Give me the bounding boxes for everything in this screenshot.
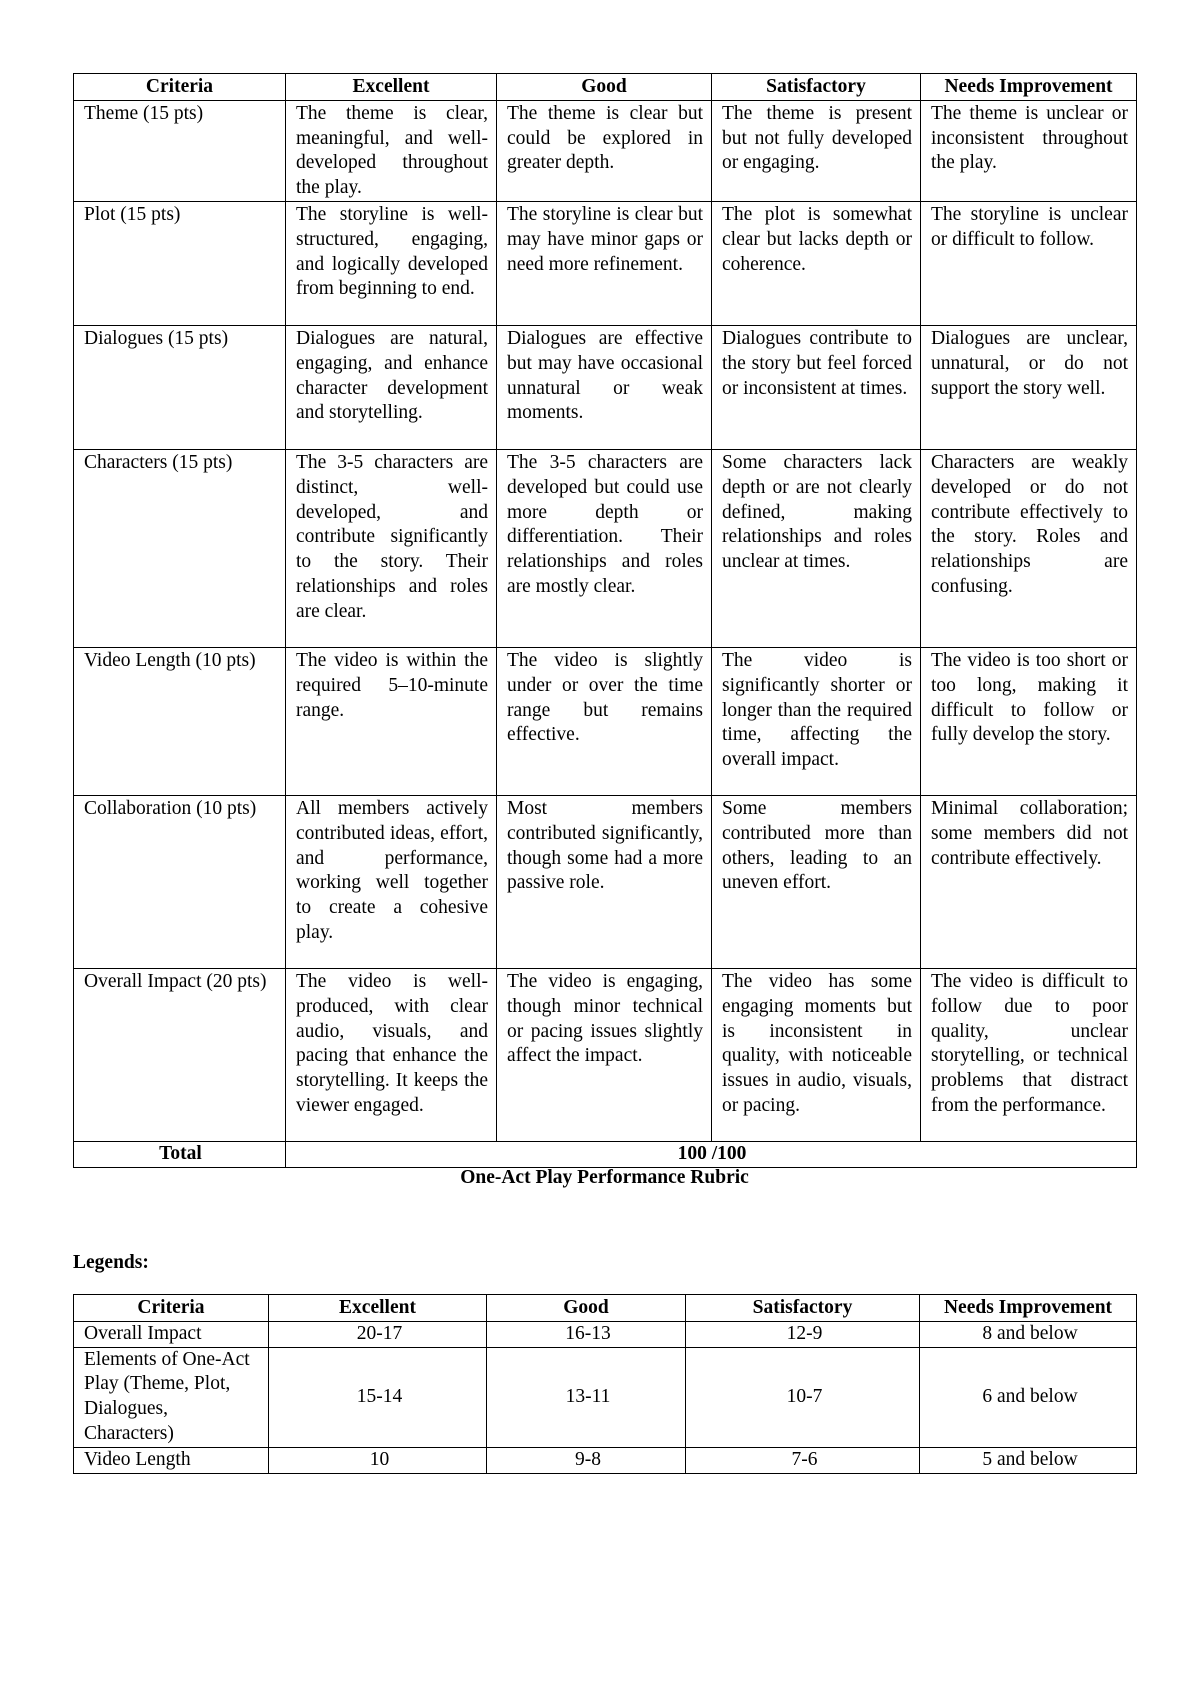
excellent-cell: The storyline is well-structured, engaging, and logically developed from beginning to end. [286,201,497,325]
legend-header-satisfactory: Satisfactory [686,1295,920,1322]
legend-header-good: Good [487,1295,686,1322]
satisfactory-cell: The theme is present but not fully developed or engaging. [712,100,921,201]
excellent-cell: All members actively contributed ideas, effort, and performance, working well together to create a cohesive play. [286,795,497,968]
good-cell: The 3-5 characters are developed but could use more depth or differentiation. Their relationships and roles are mostly clear. [497,449,712,647]
legend-table [73,1294,1137,1474]
excellent-cell: The video is within the required 5–10-minute range. [286,647,497,795]
good-cell: The theme is clear but could be explored in greater depth. [497,100,712,201]
criteria-cell: Collaboration (10 pts) [74,795,286,968]
needs-improvement-cell: The storyline is unclear or difficult to follow. [921,201,1137,325]
rubric-total-row [74,1141,1137,1167]
header-needs-improvement: Needs Improvement [921,74,1137,101]
satisfactory-cell: Some characters lack depth or are not clearly defined, making relationships and roles unclear at times. [712,449,921,647]
legend-criteria-cell: Video Length [74,1447,269,1473]
legend-header-needs-improvement: Needs Improvement [920,1295,1137,1322]
good-cell: The video is engaging, though minor technical or pacing issues slightly affect the impact. [497,968,712,1141]
legend-header-criteria: Criteria [74,1295,269,1322]
criteria-cell: Video Length (10 pts) [74,647,286,795]
criteria-cell: Theme (15 pts) [74,100,286,201]
satisfactory-cell: The video has some engaging moments but is inconsistent in quality, with noticeable issues in audio, visuals, or pacing. [712,968,921,1141]
legend-criteria-cell: Elements of One-Act Play (Theme, Plot, Dialogues, Characters) [74,1347,269,1447]
table-caption: One-Act Play Performance Rubric [460,1167,749,1188]
legend-excellent-cell: 15-14 [269,1347,487,1447]
rubric-row-theme [74,100,1137,201]
satisfactory-cell: The video is significantly shorter or longer than the required time, affecting the overall impact. [712,647,921,795]
legend-satisfactory-cell: 7-6 [686,1447,920,1473]
legend-excellent-cell: 20-17 [269,1321,487,1347]
excellent-cell: The video is well-produced, with clear audio, visuals, and pacing that enhance the storytelling. It keeps the viewer engaged. [286,968,497,1141]
legend-satisfactory-cell: 12-9 [686,1321,920,1347]
criteria-cell: Overall Impact (20 pts) [74,968,286,1141]
header-excellent: Excellent [286,74,497,101]
total-label: Total [74,1141,286,1167]
legend-good-cell: 13-11 [487,1347,686,1447]
legend-good-cell: 9-8 [487,1447,686,1473]
criteria-cell: Plot (15 pts) [74,201,286,325]
legend-row-elements [74,1347,1137,1447]
legend-satisfactory-cell: 10-7 [686,1347,920,1447]
legend-needs-improvement-cell: 5 and below [920,1447,1137,1473]
header-satisfactory: Satisfactory [712,74,921,101]
rubric-header-row [74,74,1137,101]
needs-improvement-cell: Minimal collaboration; some members did not contribute effectively. [921,795,1137,968]
rubric-row-plot [74,201,1137,325]
header-criteria: Criteria [74,74,286,101]
legend-header-excellent: Excellent [269,1295,487,1322]
rubric-row-collaboration [74,795,1137,968]
rubric-row-characters [74,449,1137,647]
needs-improvement-cell: Characters are weakly developed or do not contribute effectively to the story. Roles and relationships are confusing. [921,449,1137,647]
legend-header-row [74,1295,1137,1322]
legend-row-video-length [74,1447,1137,1473]
good-cell: Most members contributed significantly, though some had a more passive role. [497,795,712,968]
needs-improvement-cell: The video is too short or too long, making it difficult to follow or fully develop the story. [921,647,1137,795]
good-cell: The storyline is clear but may have minor gaps or need more refinement. [497,201,712,325]
needs-improvement-cell: The theme is unclear or inconsistent throughout the play. [921,100,1137,201]
good-cell: The video is slightly under or over the time range but remains effective. [497,647,712,795]
rubric-row-overall-impact [74,968,1137,1141]
satisfactory-cell: Some members contributed more than others, leading to an uneven effort. [712,795,921,968]
legends-heading: Legends: [73,1252,149,1273]
excellent-cell: The 3-5 characters are distinct, well-developed, and contribute significantly to the story. Their relationships and roles are clear. [286,449,497,647]
legend-good-cell: 16-13 [487,1321,686,1347]
criteria-cell: Dialogues (15 pts) [74,325,286,449]
satisfactory-cell: Dialogues contribute to the story but feel forced or inconsistent at times. [712,325,921,449]
satisfactory-cell: The plot is somewhat clear but lacks depth or coherence. [712,201,921,325]
legend-excellent-cell: 10 [269,1447,487,1473]
legend-row-overall-impact [74,1321,1137,1347]
legend-criteria-cell: Overall Impact [74,1321,269,1347]
needs-improvement-cell: The video is difficult to follow due to poor quality, unclear storytelling, or technical problems that distract from the performance. [921,968,1137,1141]
needs-improvement-cell: Dialogues are unclear, unnatural, or do not support the story well. [921,325,1137,449]
legend-needs-improvement-cell: 8 and below [920,1321,1137,1347]
total-value: 100 /100 [286,1141,1137,1167]
legend-needs-improvement-cell: 6 and below [920,1347,1137,1447]
good-cell: Dialogues are effective but may have occasional unnatural or weak moments. [497,325,712,449]
rubric-row-dialogues [74,325,1137,449]
excellent-cell: The theme is clear, meaningful, and well-developed throughout the play. [286,100,497,201]
header-good: Good [497,74,712,101]
excellent-cell: Dialogues are natural, engaging, and enhance character development and storytelling. [286,325,497,449]
rubric-row-video-length [74,647,1137,795]
criteria-cell: Characters (15 pts) [74,449,286,647]
rubric-table [73,73,1137,1168]
